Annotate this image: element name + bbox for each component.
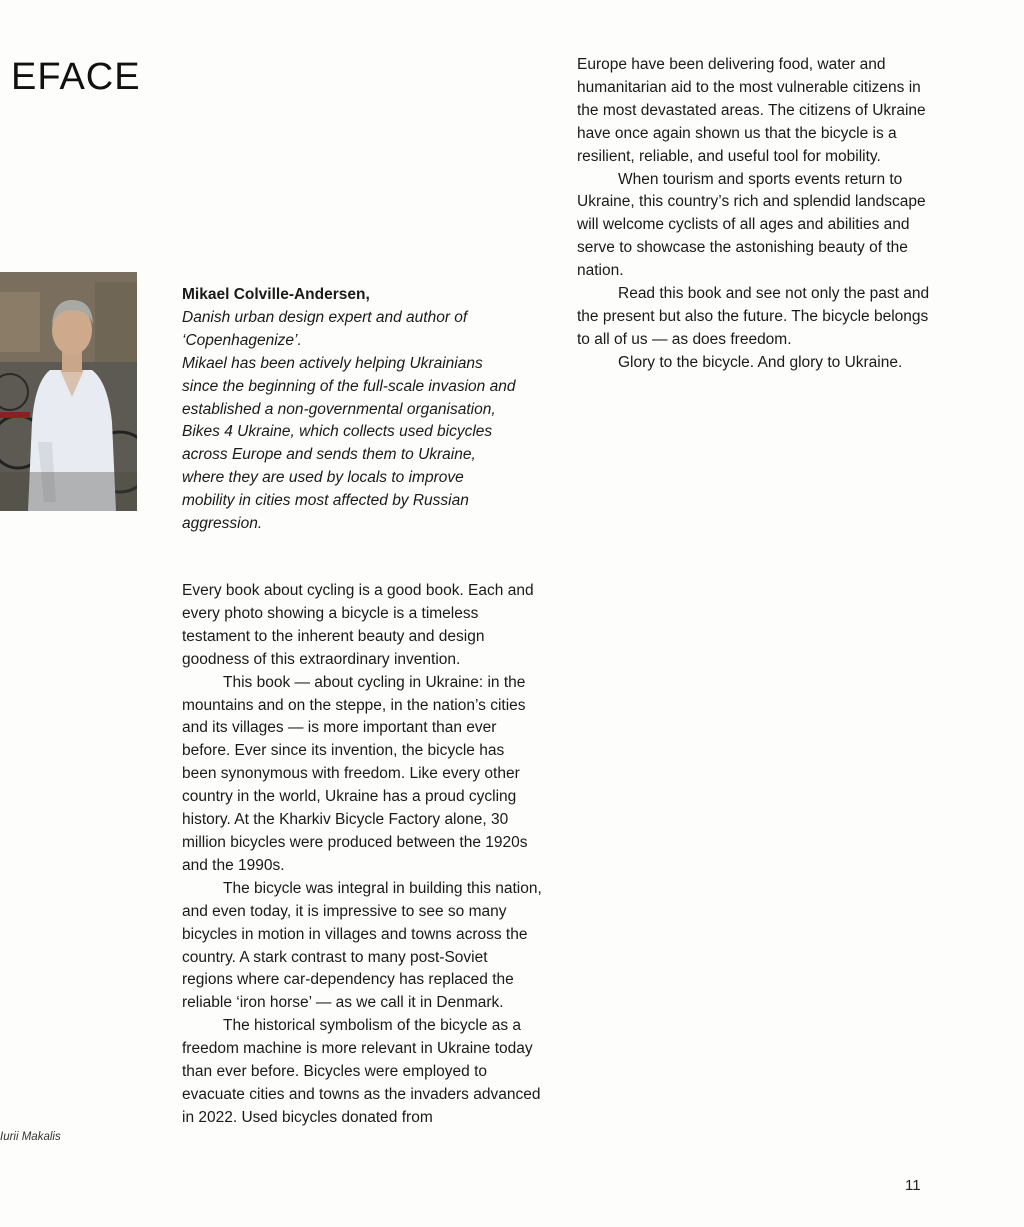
paragraph: Glory to the bicycle. And glory to Ukraine. xyxy=(618,353,903,371)
paragraph: The historical symbolism of the bicycle as a freedom machine is more relevant in Ukraine today than ever before. Bicycles were employed to evacuate cities and towns as the invaders advanced in 2022. Used bicycles donated from xyxy=(182,1017,541,1126)
section-heading: EFACE xyxy=(11,56,141,98)
paragraph: Read this book and see not only the past and the present but also the future. The bicycle belongs to all of us — as does freedom. xyxy=(577,285,930,348)
bio-line: mobility in cities most affected by Russian xyxy=(182,492,469,510)
paragraph: Every book about cycling is a good book. Each and every photo showing a bicycle is a timeless testament to the inherent beauty and design goodness of this extraordinary invention. xyxy=(182,582,534,668)
bio-line: Mikael has been actively helping Ukrainians xyxy=(182,354,483,372)
bio-line: Danish urban design expert and author of xyxy=(182,308,468,326)
paragraph: The bicycle was integral in building this nation, and even today, it is impressive to see so many bicycles in motion in villages and towns across the country. A stark contrast to many post-Soviet regions where car-dependency has replaced the reliable ‘iron horse’ — as we call it in Denmark. xyxy=(182,879,542,1012)
page-number: 11 xyxy=(905,1177,921,1194)
author-name: Mikael Colville-Andersen, xyxy=(182,286,370,303)
bio-line: since the beginning of the full-scale invasion and xyxy=(182,377,516,395)
paragraph: This book — about cycling in Ukraine: in the mountains and on the steppe, in the nation’s cities and its villages — is more important than ever before. Ever since its invention, the bicycle has been synonymous with freedom. Like every other country in the world, Ukraine has a proud cycling history. At the Kharkiv Bicycle Factory alone, 30 million bicycles were produced between the 1920s and the 1990s. xyxy=(182,673,528,874)
author-bio xyxy=(182,284,542,536)
photo-credit: Iurii Makalis xyxy=(0,1131,61,1143)
bio-line: established a non-governmental organisation, xyxy=(182,400,496,418)
bio-line: aggression. xyxy=(182,515,263,533)
bio-line: Bikes 4 Ukraine, which collects used bicycles xyxy=(182,423,493,441)
paragraph: When tourism and sports events return to Ukraine, this country’s rich and splendid landscape will welcome cyclists of all ages and abilities and serve to showcase the astonishing beauty of the nation. xyxy=(577,170,926,280)
body-text-left-column xyxy=(182,580,542,1130)
paragraph: Europe have been delivering food, water and humanitarian aid to the most vulnerable citizens in the most devastated areas. The citizens of Ukraine have once again shown us that the bicycle is a resilient, reliable, and useful tool for mobility. xyxy=(577,56,926,165)
author-photo xyxy=(0,272,137,511)
bio-line: where they are used by locals to improve xyxy=(182,469,464,487)
body-text-right-column xyxy=(577,54,937,375)
bio-line: across Europe and sends them to Ukraine, xyxy=(182,446,476,464)
bio-line: ‘Copenhagenize’. xyxy=(182,331,302,349)
